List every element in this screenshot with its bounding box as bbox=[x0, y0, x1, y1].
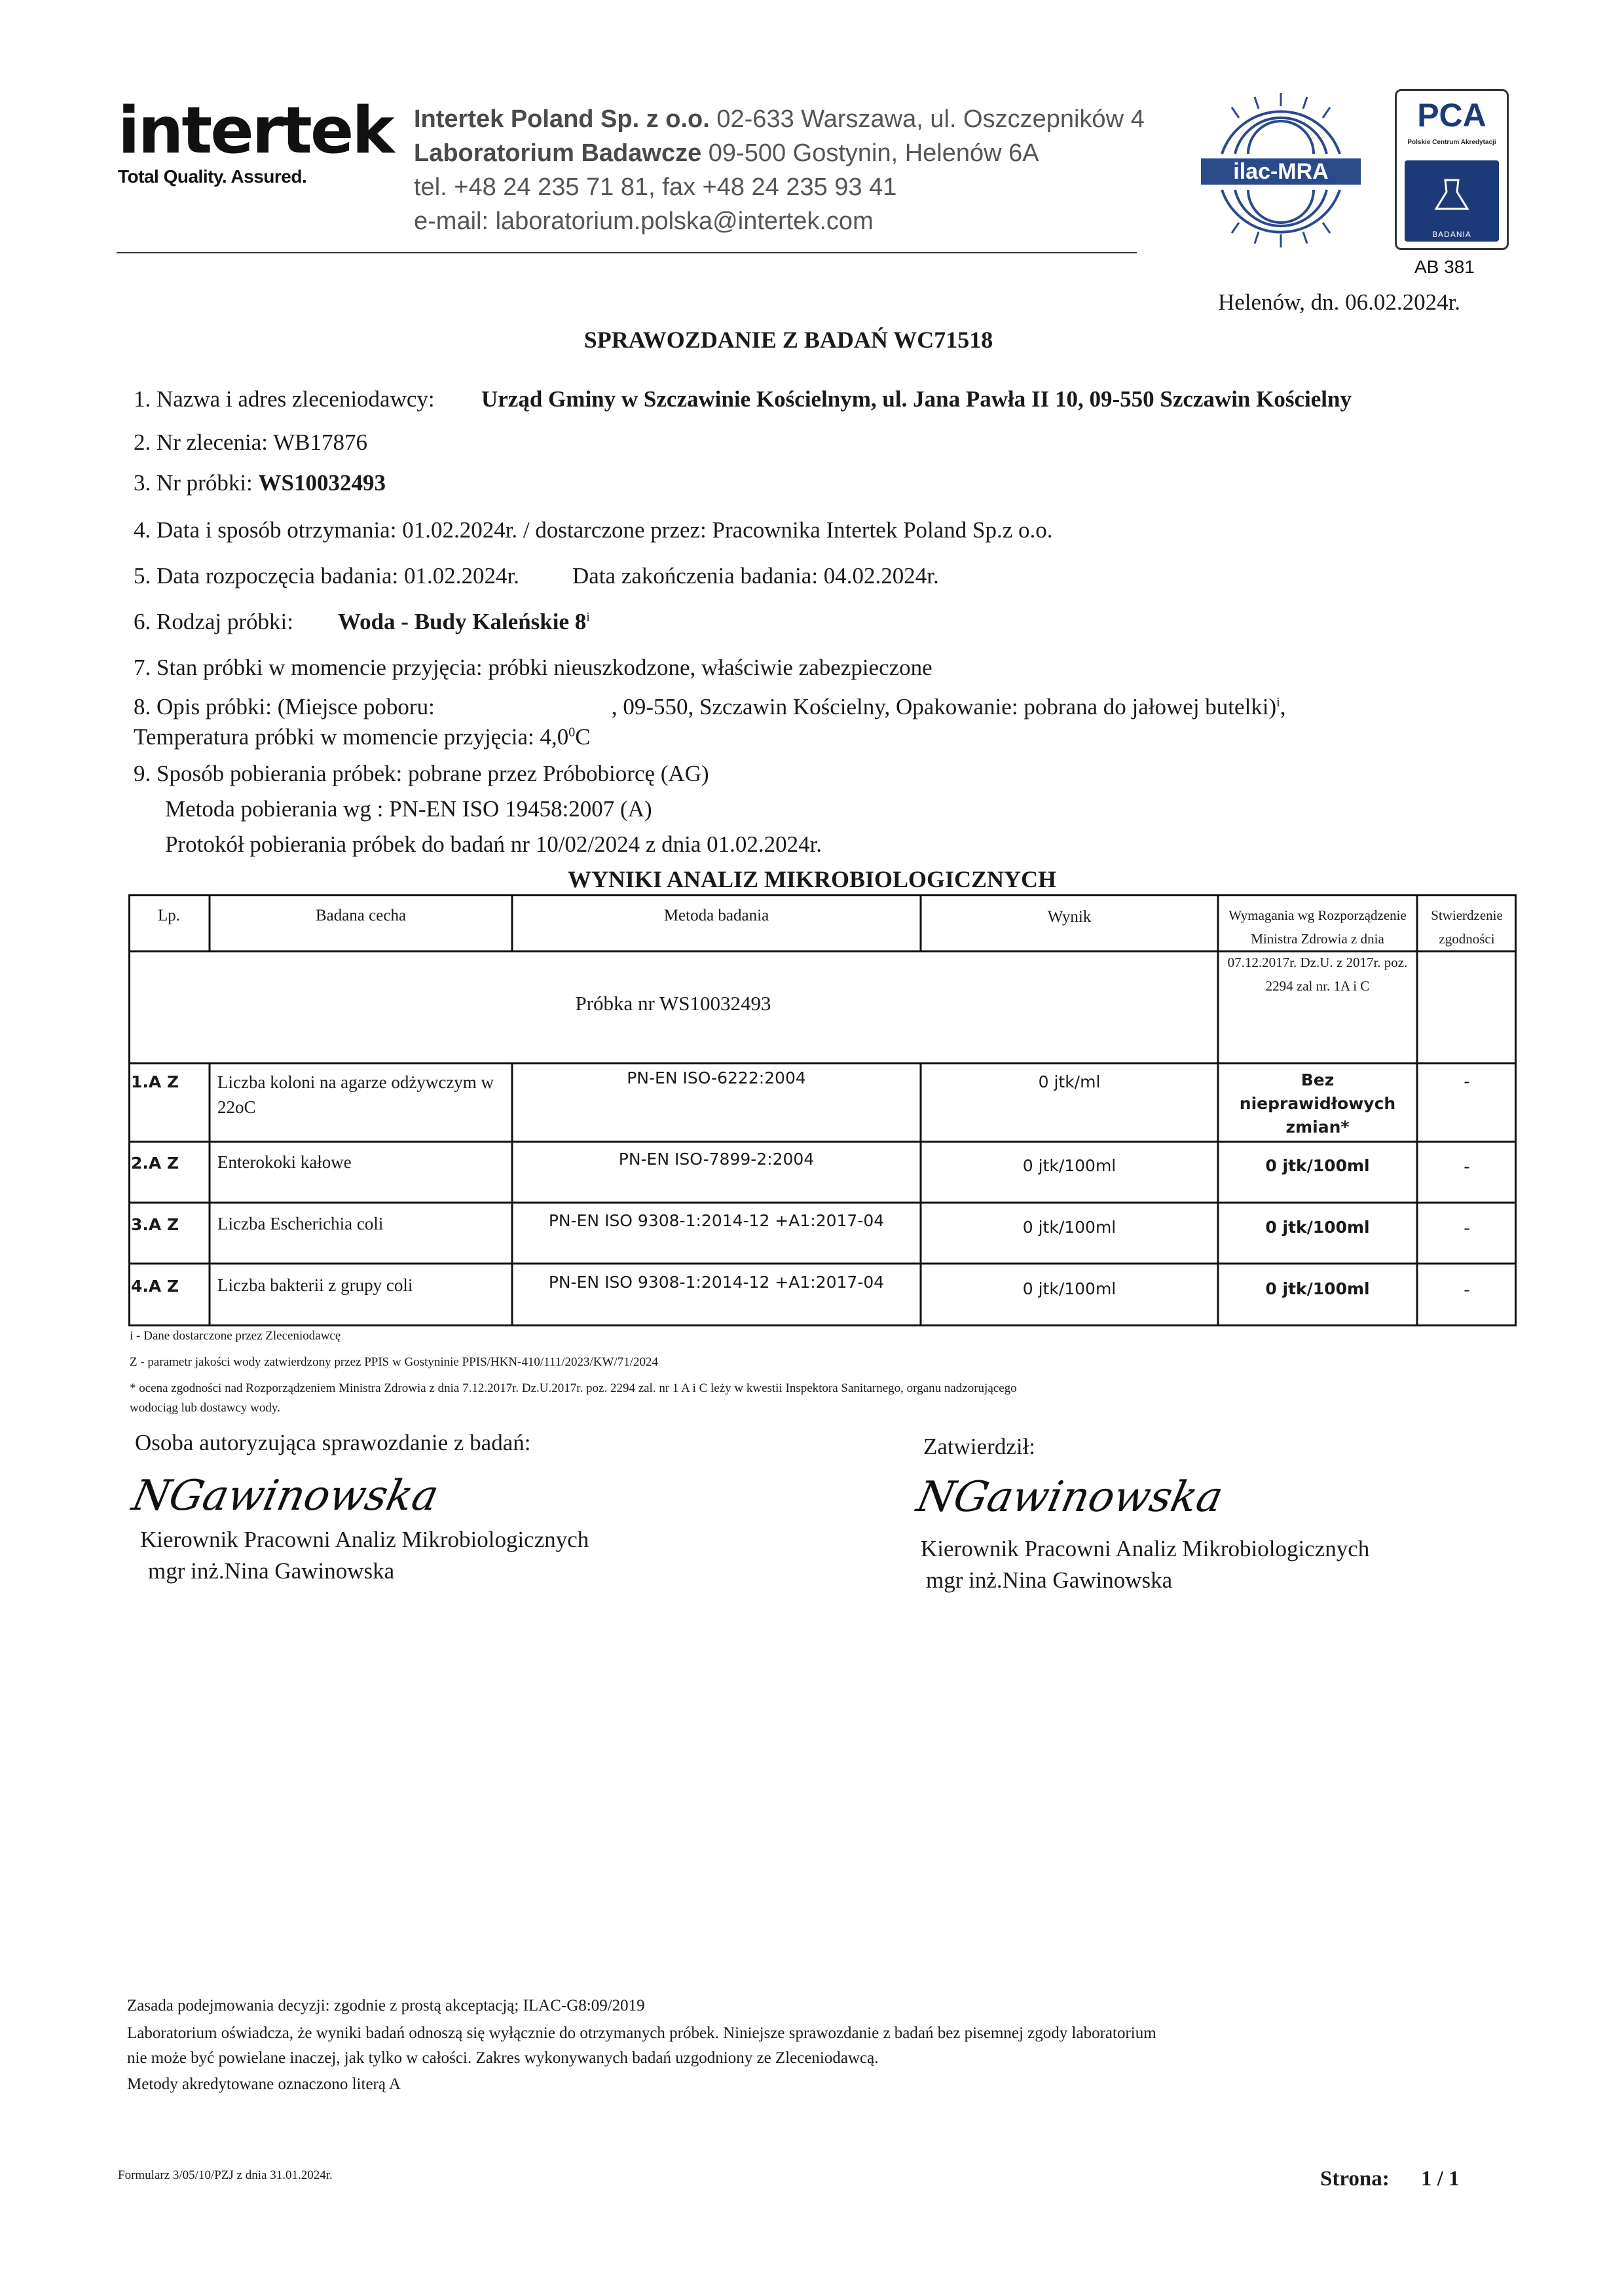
field-sample-type-value bbox=[338, 609, 590, 635]
temperature-unit: C bbox=[575, 724, 591, 750]
table-row-result: 0 jtk/100ml bbox=[1022, 1279, 1116, 1298]
table-row-conformity: - bbox=[1464, 1218, 1470, 1237]
description-start: 8. Opis próbki: (Miejsce poboru: bbox=[134, 694, 435, 720]
table-row-conformity: - bbox=[1464, 1279, 1470, 1299]
col-header-requirements: Wymagania wg Rozporządzenie Ministra Zdrowia z dnia 07.12.2017r. Dz.U. z 2017r. poz. 2294 zal nr. 1A i C bbox=[1227, 907, 1408, 994]
pca-emblem bbox=[1405, 160, 1499, 242]
field-sampling: 9. Sposób pobierania próbek: pobrane przez Próbobiorcę (AG) bbox=[134, 761, 709, 786]
field-receipt: 4. Data i sposób otrzymania: 01.02.2024r. / dostarczone przez: Pracownika Intertek Poland Sp.z o.o. bbox=[134, 517, 1053, 543]
results-title: WYNIKI ANALIZ MIKROBIOLOGICZNYCH bbox=[567, 866, 1057, 892]
field-sample-value: WS10032493 bbox=[258, 470, 386, 496]
company-name: Intertek Poland Sp. z o.o. bbox=[414, 105, 710, 133]
table-row-feature: Enterokoki kałowe bbox=[217, 1152, 352, 1172]
col-header-feature: Badana cecha bbox=[315, 907, 407, 924]
table-row-method: PN-EN ISO-6222:2004 bbox=[627, 1068, 806, 1087]
table-row-conformity: - bbox=[1464, 1071, 1470, 1091]
note-parameter-z: Z - parametr jakości wody zatwierdzony przez PPIS w Gostyninie PPIS/HKN-410/111/2023/KW/71/2024 bbox=[130, 1355, 659, 1369]
col-header-conformity: Stwierdzenie zgodności bbox=[1431, 907, 1503, 947]
table-row-requirement: 0 jtk/100ml bbox=[1265, 1156, 1370, 1175]
col-header-method: Metoda badania bbox=[663, 907, 769, 924]
table-row-conformity: - bbox=[1464, 1156, 1470, 1176]
results-table bbox=[128, 894, 1517, 1326]
ilac-label: ilac-MRA bbox=[1233, 159, 1329, 184]
authorizing-name: mgr inż.Nina Gawinowska bbox=[148, 1558, 395, 1584]
intertek-logo bbox=[118, 94, 393, 187]
company-address: 02-633 Warszawa, ul. Oszczepników 4 bbox=[709, 105, 1145, 133]
field-sample-no bbox=[134, 470, 386, 496]
footer-decision-rule: Zasada podejmowania decyzji: zgodnie z prostą akceptacją; ILAC-G8:09/2019 bbox=[127, 1997, 645, 2014]
field-test-end: Data zakończenia badania: 04.02.2024r. bbox=[572, 563, 939, 589]
approver-name: mgr inż.Nina Gawinowska bbox=[926, 1567, 1173, 1593]
description-end: , bbox=[1280, 694, 1286, 720]
sample-type-text: Woda - Budy Kaleńskie 8 bbox=[338, 609, 587, 634]
page-label: Strona: bbox=[1320, 2167, 1390, 2191]
table-row-requirement: 0 jtk/100ml bbox=[1265, 1279, 1370, 1298]
table-row-lp: 4.A Z bbox=[131, 1277, 179, 1296]
form-identifier: Formularz 3/05/10/PZJ z dnia 31.01.2024r. bbox=[118, 2168, 333, 2182]
sample-type-sup: i bbox=[586, 610, 590, 625]
table-row-result: 0 jtk/100ml bbox=[1022, 1156, 1116, 1175]
field-sampling-protocol: Protokół pobierania próbek do badań nr 10/02/2024 z dnia 01.02.2024r. bbox=[165, 831, 822, 857]
approver-role: Kierownik Pracowni Analiz Mikrobiologicznych bbox=[921, 1536, 1370, 1561]
field-test-start: 5. Data rozpoczęcia badania: 01.02.2024r. bbox=[134, 563, 519, 589]
logo-wordmark: intertek bbox=[118, 94, 393, 168]
field-order-no: 2. Nr zlecenia: WB17876 bbox=[134, 429, 368, 455]
table-row-method: PN-EN ISO 9308-1:2014-12 +A1:2017-04 bbox=[548, 1211, 885, 1230]
note-assessment: * ocena zgodności nad Rozporządzeniem Ministra Zdrowia z dnia 7.12.2017r. Dz.U.2017r. poz. 2294 zal. nr 1 A i C leży w kwestii Inspektora Sanitarnego, organu nadzorującego bbox=[130, 1381, 1017, 1395]
lab-phone: tel. +48 24 235 71 81, fax +48 24 235 93 41 bbox=[414, 173, 897, 201]
pca-accreditation-logo bbox=[1395, 89, 1509, 250]
header-divider bbox=[117, 252, 1137, 253]
note-assessment-cont: wodociąg lub dostawcy wody. bbox=[130, 1401, 280, 1415]
field-client-value: Urząd Gminy w Szczawinie Kościelnym, ul. Jana Pawła II 10, 09-550 Szczawin Kościelny bbox=[481, 386, 1352, 412]
lab-address: 09-500 Gostynin, Helenów 6A bbox=[701, 139, 1039, 167]
field-client-label: 1. Nazwa i adres zleceniodawcy: bbox=[134, 386, 435, 412]
footer-accredited-methods: Metody akredytowane oznaczono literą A bbox=[127, 2075, 401, 2093]
table-row-requirement: Bez nieprawidłowych zmian* bbox=[1239, 1070, 1396, 1137]
note-client-data: i - Dane dostarczone przez Zleceniodawcę bbox=[130, 1329, 341, 1343]
field-temperature bbox=[134, 724, 591, 750]
table-row-result: 0 jtk/ml bbox=[1038, 1072, 1101, 1091]
field-sample-type-label: 6. Rodzaj próbki: bbox=[134, 609, 293, 634]
table-row-lp: 1.A Z bbox=[131, 1072, 179, 1091]
table-row-lp: 3.A Z bbox=[131, 1215, 179, 1234]
col-header-lp: Lp. bbox=[157, 907, 181, 924]
table-row-method: PN-EN ISO-7899-2:2004 bbox=[618, 1150, 815, 1169]
accreditation-number: AB 381 bbox=[1414, 257, 1475, 277]
pca-subtitle: Polskie Centrum Akredytacji bbox=[1407, 139, 1496, 146]
logo-tagline: Total Quality. Assured. bbox=[118, 166, 307, 187]
field-sample-state: 7. Stan próbki w momencie przyjęcia: próbki nieuszkodzone, właściwie zabezpieczone bbox=[134, 655, 932, 680]
table-row-lp: 2.A Z bbox=[131, 1154, 179, 1173]
authorizing-role: Kierownik Pracowni Analiz Mikrobiologicznych bbox=[140, 1527, 589, 1552]
pca-title: PCA bbox=[1417, 97, 1486, 134]
lab-name: Laboratorium Badawcze bbox=[414, 139, 702, 167]
footer-statement-1: Laboratorium oświadcza, że wyniki badań odnoszą się wyłącznie do otrzymanych próbek. Niniejsze sprawozdanie z badań bez pisemnej zgody laboratorium bbox=[127, 2024, 1156, 2042]
flask-icon bbox=[1405, 160, 1499, 226]
sample-row-label: Próbka nr WS10032493 bbox=[575, 992, 771, 1015]
col-header-result: Wynik bbox=[1047, 908, 1092, 926]
field-description bbox=[134, 694, 1285, 720]
lab-email: e-mail: laboratorium.polska@intertek.com bbox=[414, 208, 874, 235]
table-row-requirement: 0 jtk/100ml bbox=[1265, 1218, 1370, 1237]
description-rest: , 09-550, Szczawin Kościelny, Opakowanie: pobrana do jałowej butelki) bbox=[611, 694, 1277, 720]
table-row-result: 0 jtk/100ml bbox=[1022, 1218, 1116, 1237]
table-row-feature: Liczba bakterii z grupy coli bbox=[217, 1275, 413, 1295]
table-row-feature: Liczba koloni na agarze odżywczym w 22oC bbox=[217, 1072, 494, 1117]
footer-statement-2: nie może być powielane inaczej, jak tylko w całości. Zakres wykonywanych badań uzgodniony ze Zleceniodawcą. bbox=[127, 2049, 879, 2067]
lab-contact-block bbox=[414, 102, 1145, 238]
place-and-date: Helenów, dn. 06.02.2024r. bbox=[1218, 289, 1461, 315]
field-sampling-method: Metoda pobierania wg : PN-EN ISO 19458:2007 (A) bbox=[165, 796, 652, 822]
pca-badania: BADANIA bbox=[1432, 230, 1471, 239]
report-title: SPRAWOZDANIE Z BADAŃ WC71518 bbox=[583, 327, 993, 353]
table-row-method: PN-EN ISO 9308-1:2014-12 +A1:2017-04 bbox=[548, 1273, 885, 1292]
svg-text:NGawinowska: NGawinowska bbox=[128, 1471, 443, 1520]
table-row-feature: Liczba Escherichia coli bbox=[217, 1214, 384, 1233]
signature-right bbox=[912, 1459, 1228, 1531]
signature-left bbox=[128, 1457, 443, 1529]
svg-text:NGawinowska: NGawinowska bbox=[912, 1472, 1228, 1522]
ilac-mra-logo-icon bbox=[1196, 92, 1366, 249]
field-sample-label: 3. Nr próbki: bbox=[134, 470, 259, 496]
temperature-degree: 0 bbox=[568, 725, 576, 740]
description-sup: i bbox=[1276, 695, 1280, 710]
temperature-text: Temperatura próbki w momencie przyjęcia: 4,0 bbox=[134, 724, 569, 750]
authorizing-heading: Osoba autoryzująca sprawozdanie z badań: bbox=[135, 1430, 531, 1455]
page-number: 1 / 1 bbox=[1421, 2167, 1460, 2191]
approved-heading: Zatwierdził: bbox=[923, 1434, 1036, 1459]
